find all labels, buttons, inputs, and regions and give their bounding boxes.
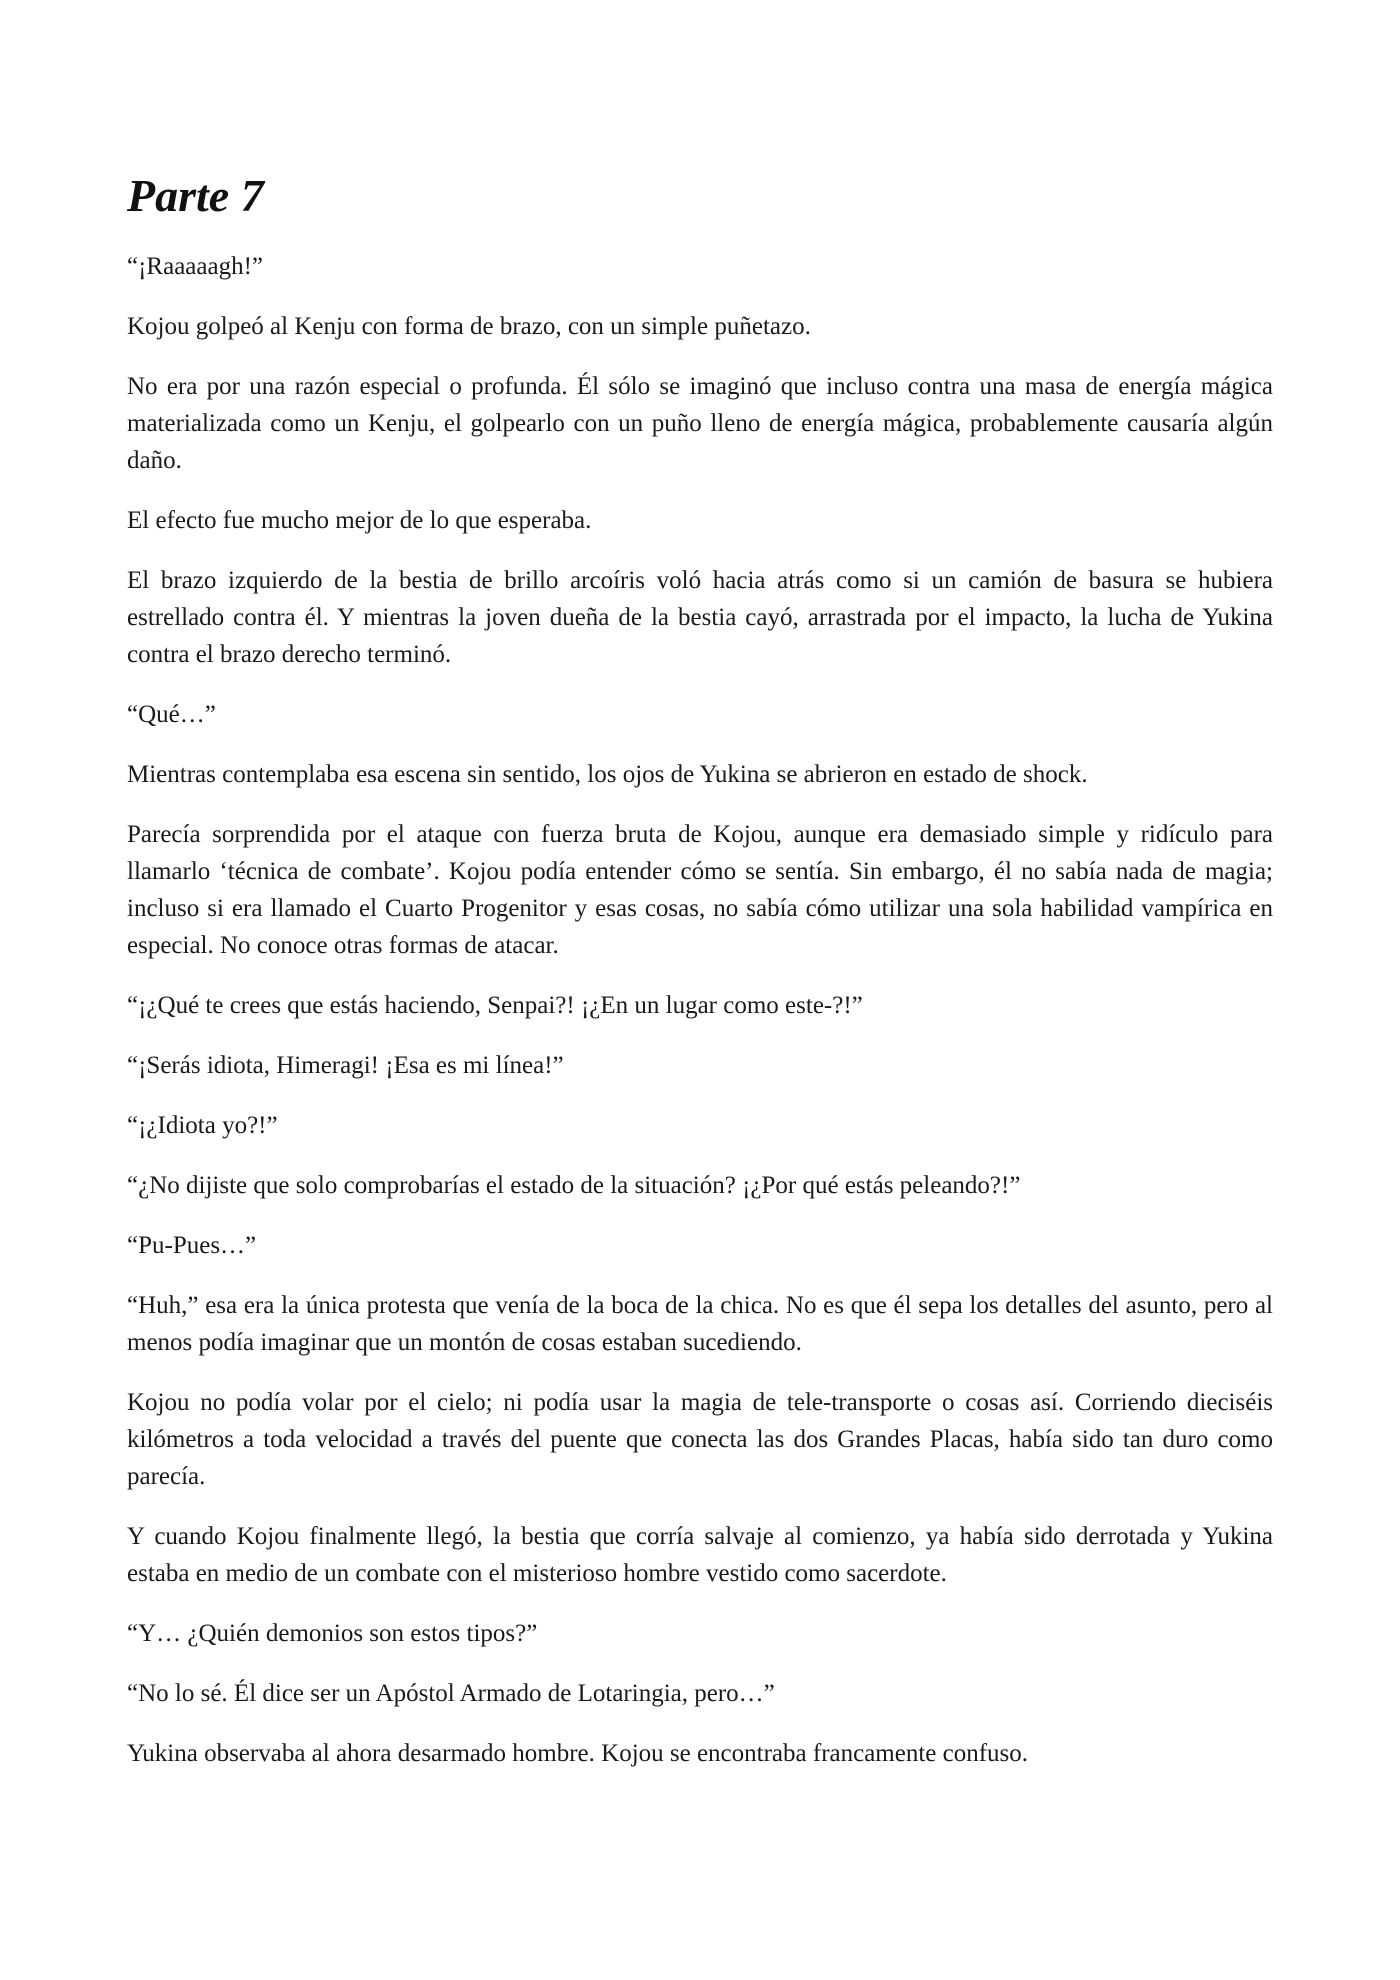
paragraph-16: Y cuando Kojou finalmente llegó, la bestia que corría salvaje al comienzo, ya había sido derrotada y Yukina estaba en medio de un combate con el misterioso hombre vestido como sacerdote. [127, 1523, 1273, 1587]
paragraph-13: “Pu-Pues…” [127, 1232, 257, 1259]
paragraph-2: Kojou golpeó al Kenju con forma de brazo, con un simple puñetazo. [127, 313, 811, 340]
paragraph-10: “¡Serás idiota, Himeragi! ¡Esa es mi línea!” [127, 1052, 564, 1079]
paragraph-1: “¡Raaaaagh!” [127, 253, 263, 280]
paragraph-8: Parecía sorprendida por el ataque con fuerza bruta de Kojou, aunque era demasiado simple y ridículo para llamarlo ‘técnica de combate’. Kojou podía entender cómo se sentía. Sin embargo, él no sabía nada de magia; incluso si era llamado el Cuarto Progenitor y esas cosas, no sabía cómo utilizar una sola habilidad vampírica en especial. No conoce otras formas de atacar. [127, 821, 1273, 959]
chapter-title: Parte 7 [127, 170, 264, 221]
paragraph-6: “Qué…” [127, 701, 216, 728]
paragraph-18: “No lo sé. Él dice ser un Apóstol Armado de Lotaringia, pero…” [127, 1680, 775, 1707]
paragraph-12: “¿No dijiste que solo comprobarías el estado de la situación? ¡¿Por qué estás peleando?!” [127, 1172, 1021, 1199]
paragraph-4: El efecto fue mucho mejor de lo que esperaba. [127, 507, 592, 534]
paragraph-7: Mientras contemplaba esa escena sin sentido, los ojos de Yukina se abrieron en estado de shock. [127, 761, 1088, 788]
document-page [127, 168, 1273, 1795]
paragraph-19: Yukina observaba al ahora desarmado hombre. Kojou se encontraba francamente confuso. [127, 1740, 1029, 1767]
paragraph-3: No era por una razón especial o profunda. Él sólo se imaginó que incluso contra una masa de energía mágica materializada como un Kenju, el golpearlo con un puño lleno de energía mágica, probablemente causaría algún daño. [127, 373, 1273, 474]
paragraph-14: “Huh,” esa era la única protesta que venía de la boca de la chica. No es que él sepa los detalles del asunto, pero al menos podía imaginar que un montón de cosas estaban sucediendo. [127, 1292, 1273, 1356]
paragraph-17: “Y… ¿Quién demonios son estos tipos?” [127, 1620, 538, 1647]
paragraph-9: “¡¿Qué te crees que estás haciendo, Senpai?! ¡¿En un lugar como este-?!” [127, 992, 863, 1019]
paragraph-11: “¡¿Idiota yo?!” [127, 1112, 278, 1139]
paragraph-15: Kojou no podía volar por el cielo; ni podía usar la magia de tele-transporte o cosas así. Corriendo dieciséis kilómetros a toda velocidad a través del puente que conecta las dos Grandes Placas, había sido tan duro como parecía. [127, 1389, 1273, 1490]
paragraph-5: El brazo izquierdo de la bestia de brillo arcoíris voló hacia atrás como si un camión de basura se hubiera estrellado contra él. Y mientras la joven dueña de la bestia cayó, arrastrada por el impacto, la lucha de Yukina contra el brazo derecho terminó. [127, 567, 1273, 668]
